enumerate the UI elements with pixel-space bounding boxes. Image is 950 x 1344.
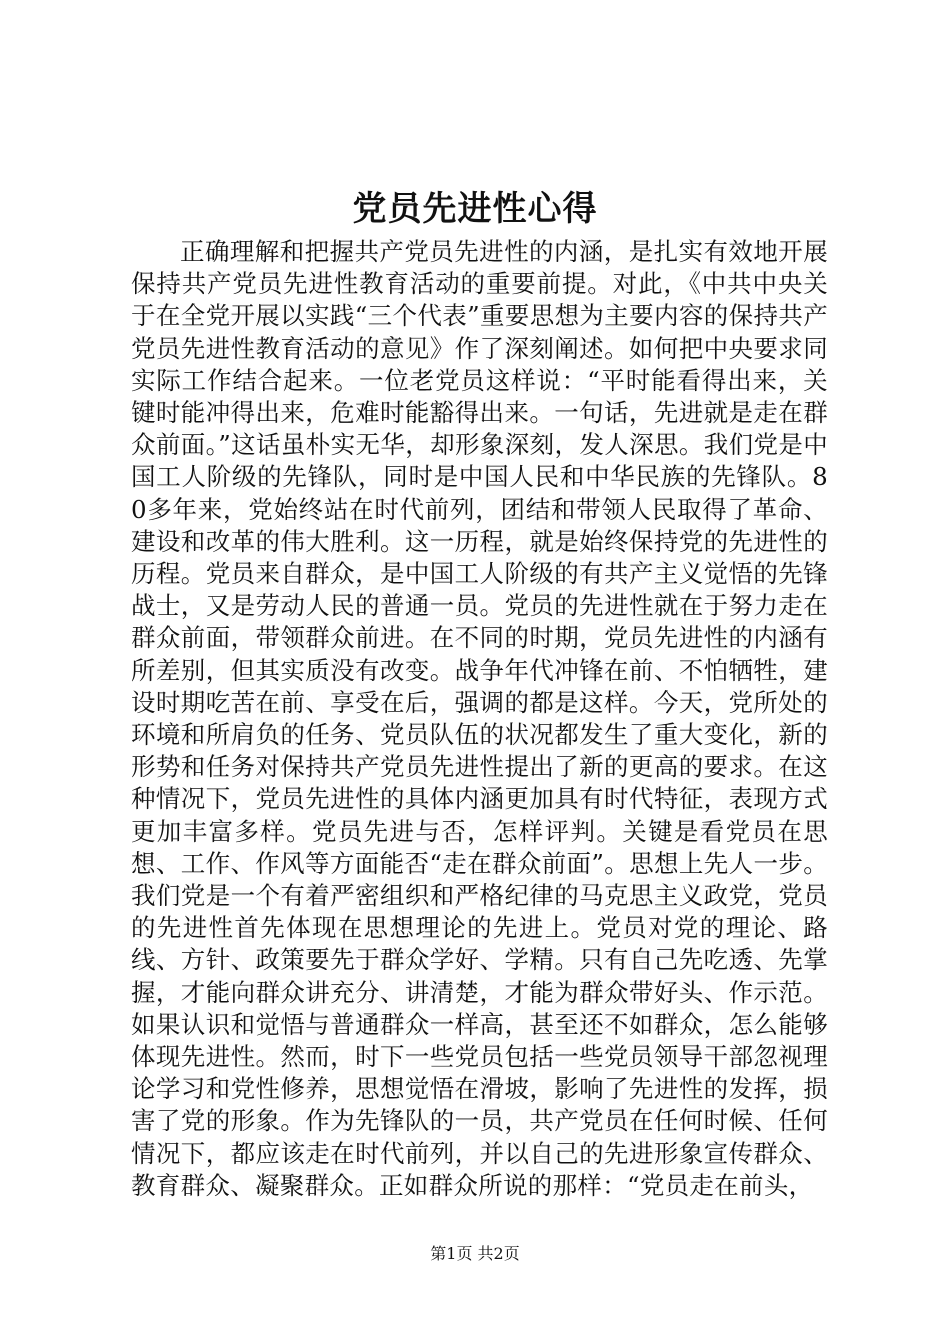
document-body-paragraph: 正确理解和把握共产党员先进性的内涵，是扎实有效地开展保持共产党员先进性教育活动的重要前提。对此，《中共中央关于在全党开展以实践“三个代表”重要思想为主要内容的保持共产党员先进性教育活动的意见》作了深刻阐述。如何把中央要求同实际工作结合起来。一位老党员这样说：“平时能看得出来，关键时能冲得出来，危难时能豁得出来。一句话，先进就是走在群众前面。”这话虽朴实无华，却形象深刻，发人深思。我们党是中国工人阶级的先锋队，同时是中国人民和中华民族的先锋队。80多年来，党始终站在时代前列，团结和带领人民取得了革命、建设和改革的伟大胜利。这一历程，就是始终保持党的先进性的历程。党员来自群众，是中国工人阶级的有共产主义觉悟的先锋战士，又是劳动人民的普通一员。党员的先进性就在于努力走在群众前面，带领群众前进。在不同的时期，党员先进性的内涵有所差别，但其实质没有改变。战争年代冲锋在前、不怕牺牲，建设时期吃苦在前、享受在后，强调的都是这样。今天，党所处的环境和所肩负的任务、党员队伍的状况都发生了重大变化，新的形势和任务对保持共产党员先进性提出了新的更高的要求。在这种情况下，党员先进性的具体内涵更加具有时代特征，表现方式更加丰富多样。党员先进与否，怎样评判。关键是看党员在思想、工作、作风等方面能否“走在群众前面”。思想上先人一步。我们党是一个有着严密组织和严格纪律的马克思主义政党，党员的先进性首先体现在思想理论的先进上。党员对党的理论、路线、方针、政策要先于群众学好、学精。只有自己先吃透、先掌握，才能向群众讲充分、讲清楚，才能为群众带好头、作示范。如果认识和觉悟与普通群众一样高，甚至还不如群众，怎么能够体现先进性。然而，时下一些党员包括一些党员领导干部忽视理论学习和党性修养，思想觉悟在滑坡，影响了先进性的发挥，损害了党的形象。作为先锋队的一员，共产党员在任何时候、任何情况下，都应该走在时代前列，并以自己的先进形象宣传群众、教育群众、凝聚群众。正如群众所说的那样：“党员走在前头，	[131, 237, 828, 1200]
page-footer-number: 第1页 共2页	[430, 1244, 520, 1263]
document-title: 党员先进性心得	[352, 189, 598, 229]
